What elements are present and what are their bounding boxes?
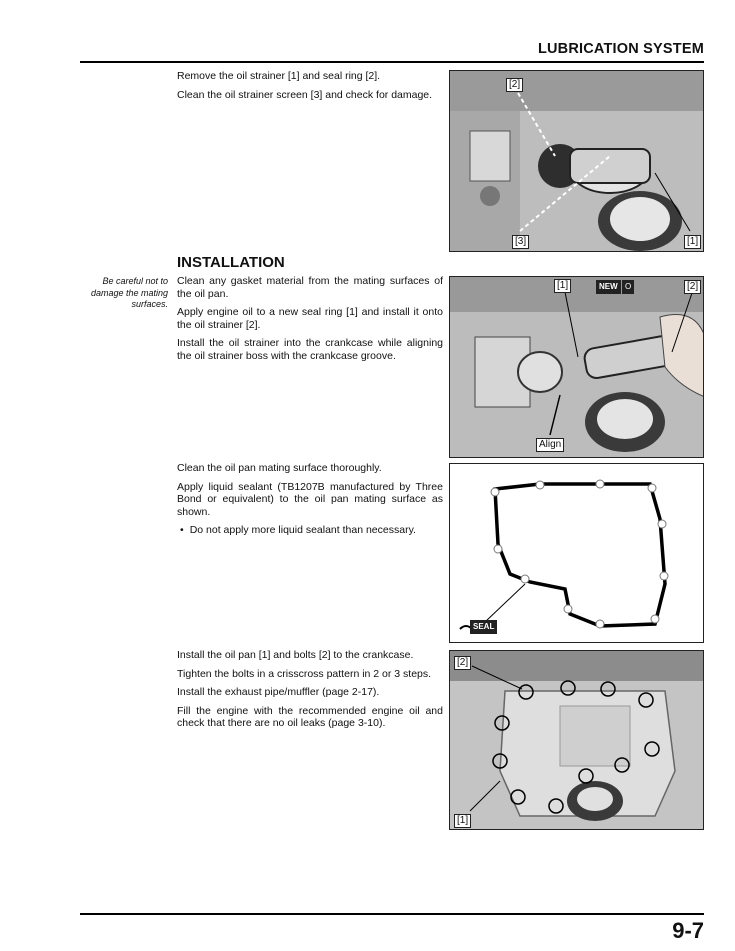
callout-bolts: [2] bbox=[454, 656, 471, 670]
installation-steps-b bbox=[177, 462, 443, 537]
header-rule bbox=[80, 61, 704, 63]
margin-caution-note: Be careful not to damage the mating surfaces. bbox=[90, 276, 168, 309]
figure-sealant-path bbox=[449, 463, 704, 643]
removal-step: Clean the oil strainer screen [3] and check for damage. bbox=[177, 88, 433, 101]
installation-step: Apply liquid sealant (TB1207B manufactured by Three Bond or equivalent) to the oil pan mating surface as shown. bbox=[177, 480, 443, 518]
installation-steps-a bbox=[177, 275, 443, 368]
callout-seal-ring: [1] bbox=[554, 279, 571, 293]
section-title: LUBRICATION SYSTEM bbox=[537, 41, 704, 57]
strainer-install-illustration bbox=[450, 277, 704, 458]
installation-step: Install the exhaust pipe/muffler (page 2-17). bbox=[177, 686, 380, 698]
removal-steps bbox=[177, 70, 443, 107]
installation-step: Clean any gasket material from the mating surfaces of the oil pan. bbox=[177, 275, 443, 300]
installation-step: Install the oil strainer into the crankcase while aligning the oil strainer boss with the crankcase groove. bbox=[177, 337, 443, 362]
installation-step: Fill the engine with the recommended engine oil and check that there are no oil leaks (page 3-10). bbox=[177, 704, 443, 729]
callout-strainer-screen: [3] bbox=[512, 235, 529, 249]
oil-pan-illustration bbox=[450, 651, 704, 830]
new-part-tag: NEW bbox=[596, 280, 621, 294]
figure-oil-pan-bolts bbox=[449, 650, 704, 830]
installation-steps-c bbox=[177, 649, 443, 736]
removal-step: Remove the oil strainer [1] and seal ring [2]. bbox=[177, 70, 381, 82]
sealant-path-diagram bbox=[450, 464, 704, 643]
strainer-removal-illustration bbox=[450, 71, 704, 252]
installation-step: Apply engine oil to a new seal ring [1] and install it onto the oil strainer [2]. bbox=[177, 306, 443, 331]
footer-rule bbox=[80, 913, 704, 915]
installation-heading: INSTALLATION bbox=[177, 254, 285, 271]
figure-oil-strainer-install bbox=[449, 276, 704, 458]
sealant-tag: SEAL bbox=[470, 620, 497, 634]
figure-oil-strainer-removal bbox=[449, 70, 704, 252]
callout-oil-strainer: [2] bbox=[684, 280, 701, 294]
installation-step: Tighten the bolts in a crisscross pattern in 2 or 3 steps. bbox=[177, 667, 432, 680]
callout-seal-ring: [2] bbox=[506, 78, 523, 92]
page-number: 9-7 bbox=[672, 918, 704, 943]
callout-oil-pan: [1] bbox=[454, 814, 471, 828]
caution-bullet bbox=[177, 524, 443, 537]
bullet-text: Do not apply more liquid sealant than necessary. bbox=[189, 524, 416, 536]
engine-oil-tag: O bbox=[622, 280, 634, 294]
callout-oil-strainer: [1] bbox=[684, 235, 701, 249]
installation-step: Install the oil pan [1] and bolts [2] to the crankcase. bbox=[177, 649, 414, 661]
callout-align: Align bbox=[536, 438, 564, 452]
installation-step: Clean the oil pan mating surface thoroughly. bbox=[177, 462, 382, 474]
bullet-mark: • bbox=[180, 524, 184, 536]
